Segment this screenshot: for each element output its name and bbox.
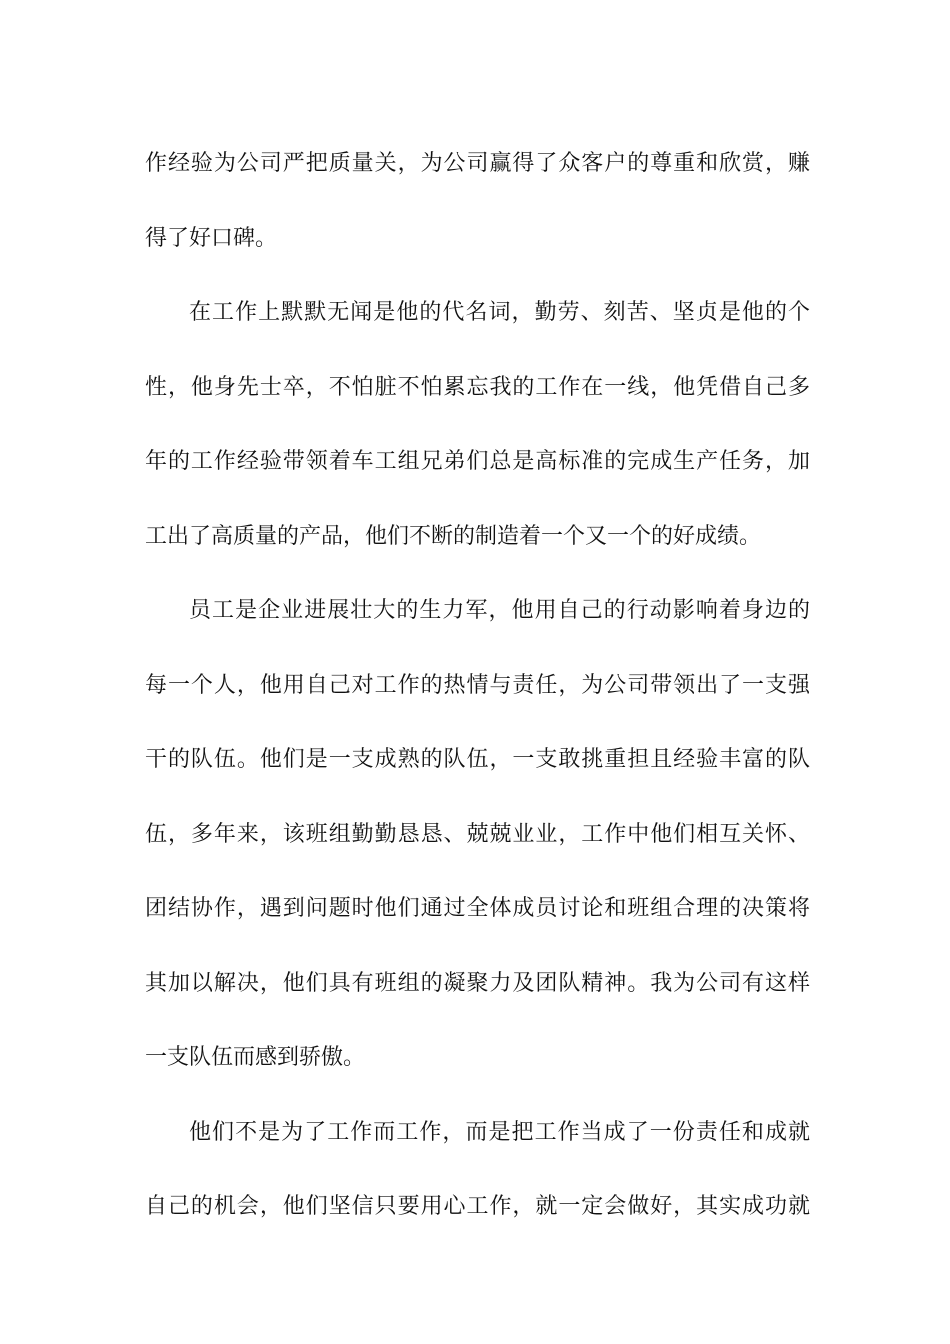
text-line: 其加以解决，他们具有班组的凝聚力及团队精神。我为公司有这样 [145,970,810,996]
text-line: 在工作上默默无闻是他的代名词，勤劳、刻苦、坚贞是他的个 [189,300,810,325]
paragraph [145,276,810,574]
text-line: 干的队伍。他们是一支成熟的队伍，一支敢挑重担且经验丰富的队 [145,747,810,772]
text-line: 得了好口碑。 [145,225,278,251]
text-line: 工出了高质量的产品，他们不断的制造着一个又一个的好成绩。 [145,523,762,549]
text-line: 年的工作经验带领着车工组兄弟们总是高标准的完成生产任务，加 [145,449,810,474]
text-line: 伍，多年来，该班组勤勤恳恳、兢兢业业，工作中他们相互关怀、 [145,821,810,847]
paragraph [145,574,810,1096]
text-line: 员工是企业进展壮大的生力军，他用自己的行动影响着身边的 [189,598,810,623]
text-line: 一支队伍而感到骄傲。 [145,1045,366,1070]
text-line: 自己的机会，他们坚信只要用心工作，就一定会做好，其实成功就 [145,1194,810,1219]
text-line: 团结协作，遇到问题时他们通过全体成员讨论和班组合理的决策将 [145,896,810,921]
document-body [145,127,810,1245]
paragraph [145,1096,810,1245]
text-line: 他们不是为了工作而工作，而是把工作当成了一份责任和成就 [189,1119,810,1145]
text-line: 作经验为公司严把质量关，为公司赢得了众客户的尊重和欣赏，赚 [145,151,810,176]
text-line: 性，他身先士卒，不怕脏不怕累忘我的工作在一线，他凭借自己多 [145,374,810,400]
paragraph [145,127,810,276]
text-line: 每一个人，他用自己对工作的热情与责任，为公司带领出了一支强 [145,672,810,698]
